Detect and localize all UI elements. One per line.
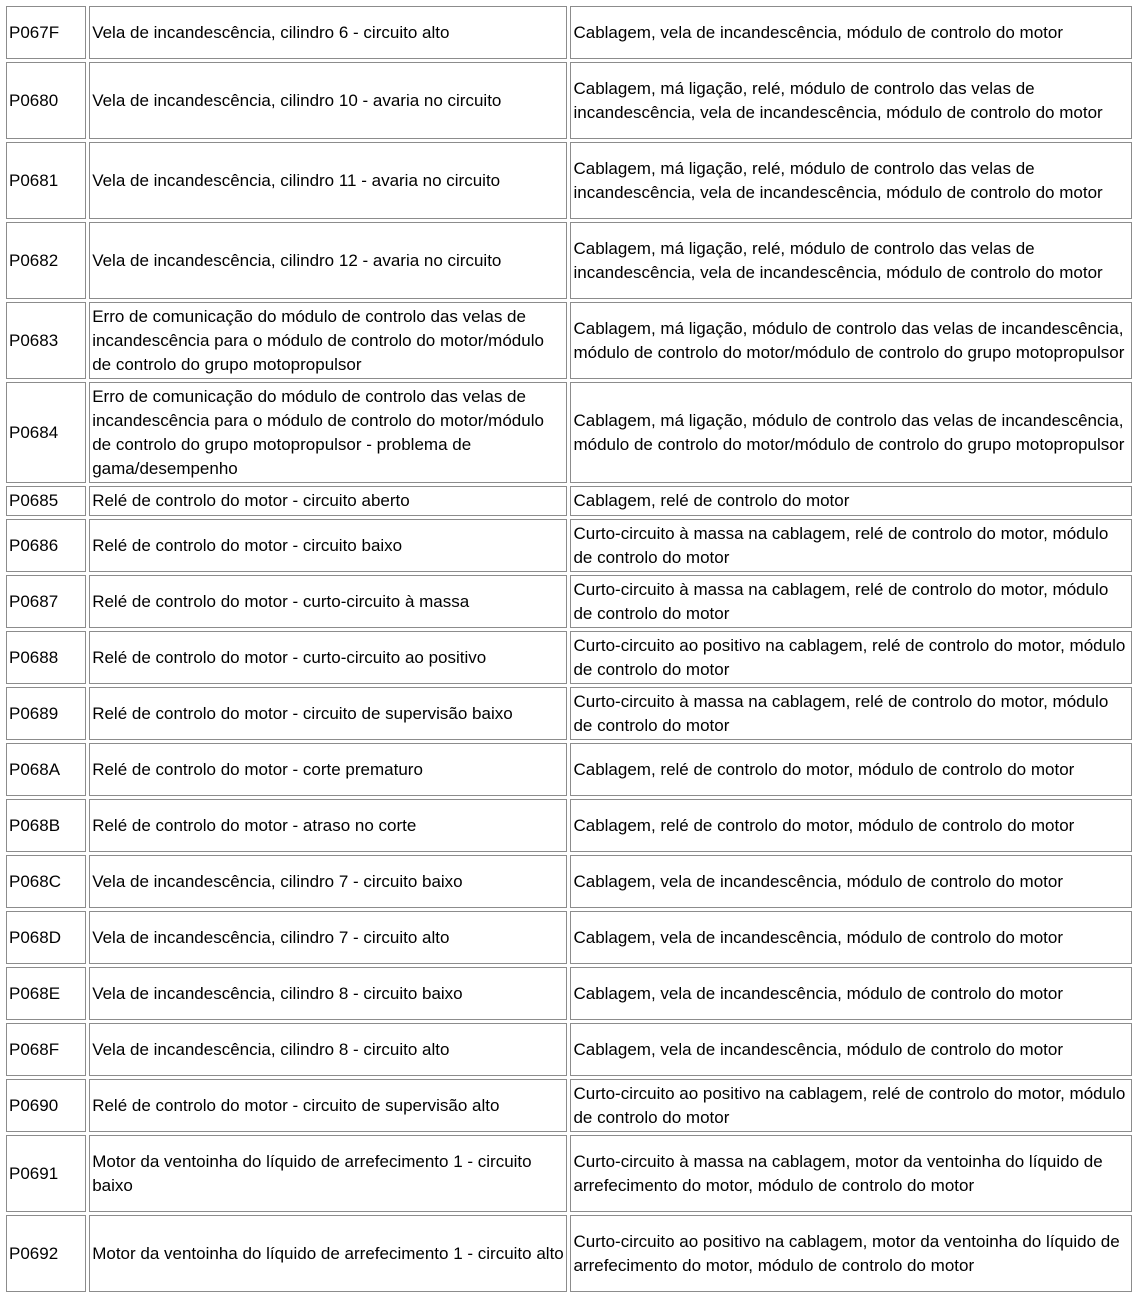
fault-description: Relé de controlo do motor - corte prematuro — [89, 743, 567, 796]
fault-code: P068E — [6, 967, 86, 1020]
fault-description: Motor da ventoinha do líquido de arrefecimento 1 - circuito baixo — [89, 1135, 567, 1212]
fault-code-table — [3, 3, 1135, 1295]
fault-code: P0689 — [6, 687, 86, 740]
fault-code: P068C — [6, 855, 86, 908]
fault-description: Erro de comunicação do módulo de controlo das velas de incandescência para o módulo de controlo do motor/módulo de controlo do grupo motopropulsor - problema de gama/desempenho — [89, 382, 567, 483]
fault-code: P0684 — [6, 382, 86, 483]
fault-code: P0687 — [6, 575, 86, 628]
fault-description: Relé de controlo do motor - curto-circuito ao positivo — [89, 631, 567, 684]
fault-causes: Cablagem, vela de incandescência, módulo de controlo do motor — [570, 911, 1132, 964]
fault-description: Motor da ventoinha do líquido de arrefecimento 1 - circuito alto — [89, 1215, 567, 1292]
fault-causes: Cablagem, má ligação, módulo de controlo das velas de incandescência, módulo de controlo do motor/módulo de controlo do grupo motopropulsor — [570, 302, 1132, 379]
fault-description: Relé de controlo do motor - circuito baixo — [89, 519, 567, 572]
fault-description: Relé de controlo do motor - curto-circuito à massa — [89, 575, 567, 628]
table-row — [6, 575, 1132, 628]
fault-description: Vela de incandescência, cilindro 6 - circuito alto — [89, 6, 567, 59]
fault-code: P0685 — [6, 486, 86, 516]
fault-code: P0690 — [6, 1079, 86, 1132]
fault-causes: Cablagem, relé de controlo do motor — [570, 486, 1132, 516]
fault-description: Vela de incandescência, cilindro 7 - circuito alto — [89, 911, 567, 964]
fault-description: Relé de controlo do motor - circuito de supervisão alto — [89, 1079, 567, 1132]
fault-causes: Cablagem, vela de incandescência, módulo de controlo do motor — [570, 967, 1132, 1020]
fault-code: P067F — [6, 6, 86, 59]
fault-code: P0686 — [6, 519, 86, 572]
table-row — [6, 302, 1132, 379]
fault-causes: Curto-circuito ao positivo na cablagem, motor da ventoinha do líquido de arrefecimento do motor, módulo de controlo do motor — [570, 1215, 1132, 1292]
fault-code: P0691 — [6, 1135, 86, 1212]
fault-causes: Cablagem, má ligação, relé, módulo de controlo das velas de incandescência, vela de incandescência, módulo de controlo do motor — [570, 142, 1132, 219]
fault-code: P068D — [6, 911, 86, 964]
fault-causes: Curto-circuito à massa na cablagem, motor da ventoinha do líquido de arrefecimento do motor, módulo de controlo do motor — [570, 1135, 1132, 1212]
fault-causes: Cablagem, má ligação, relé, módulo de controlo das velas de incandescência, vela de incandescência, módulo de controlo do motor — [570, 62, 1132, 139]
table-row — [6, 142, 1132, 219]
table-row — [6, 1135, 1132, 1212]
fault-description: Vela de incandescência, cilindro 12 - avaria no circuito — [89, 222, 567, 299]
table-row — [6, 486, 1132, 516]
fault-description: Vela de incandescência, cilindro 7 - circuito baixo — [89, 855, 567, 908]
fault-description: Vela de incandescência, cilindro 11 - avaria no circuito — [89, 142, 567, 219]
fault-causes: Curto-circuito à massa na cablagem, relé de controlo do motor, módulo de controlo do motor — [570, 687, 1132, 740]
fault-description: Relé de controlo do motor - circuito de supervisão baixo — [89, 687, 567, 740]
table-row — [6, 1079, 1132, 1132]
fault-description: Relé de controlo do motor - circuito aberto — [89, 486, 567, 516]
table-row — [6, 1215, 1132, 1292]
table-row — [6, 519, 1132, 572]
fault-causes: Cablagem, vela de incandescência, módulo de controlo do motor — [570, 6, 1132, 59]
fault-causes: Curto-circuito à massa na cablagem, relé de controlo do motor, módulo de controlo do motor — [570, 575, 1132, 628]
table-row — [6, 1023, 1132, 1076]
fault-causes: Curto-circuito à massa na cablagem, relé de controlo do motor, módulo de controlo do motor — [570, 519, 1132, 572]
table-row — [6, 6, 1132, 59]
table-row — [6, 855, 1132, 908]
fault-description: Vela de incandescência, cilindro 8 - circuito alto — [89, 1023, 567, 1076]
fault-code: P068F — [6, 1023, 86, 1076]
table-row — [6, 687, 1132, 740]
fault-causes: Curto-circuito ao positivo na cablagem, relé de controlo do motor, módulo de controlo do motor — [570, 1079, 1132, 1132]
table-row — [6, 382, 1132, 483]
fault-causes: Cablagem, vela de incandescência, módulo de controlo do motor — [570, 1023, 1132, 1076]
fault-code: P0688 — [6, 631, 86, 684]
fault-description: Erro de comunicação do módulo de controlo das velas de incandescência para o módulo de controlo do motor/módulo de controlo do grupo motopropulsor — [89, 302, 567, 379]
fault-code: P0692 — [6, 1215, 86, 1292]
fault-causes: Cablagem, relé de controlo do motor, módulo de controlo do motor — [570, 743, 1132, 796]
table-row — [6, 743, 1132, 796]
fault-causes: Cablagem, relé de controlo do motor, módulo de controlo do motor — [570, 799, 1132, 852]
fault-code: P0682 — [6, 222, 86, 299]
fault-description: Relé de controlo do motor - atraso no corte — [89, 799, 567, 852]
table-row — [6, 967, 1132, 1020]
table-row — [6, 631, 1132, 684]
fault-description: Vela de incandescência, cilindro 10 - avaria no circuito — [89, 62, 567, 139]
fault-description: Vela de incandescência, cilindro 8 - circuito baixo — [89, 967, 567, 1020]
fault-code: P068A — [6, 743, 86, 796]
table-row — [6, 222, 1132, 299]
table-row — [6, 62, 1132, 139]
fault-code: P0680 — [6, 62, 86, 139]
fault-code: P068B — [6, 799, 86, 852]
fault-code: P0683 — [6, 302, 86, 379]
fault-causes: Cablagem, má ligação, relé, módulo de controlo das velas de incandescência, vela de incandescência, módulo de controlo do motor — [570, 222, 1132, 299]
table-row — [6, 799, 1132, 852]
fault-causes: Cablagem, vela de incandescência, módulo de controlo do motor — [570, 855, 1132, 908]
fault-causes: Curto-circuito ao positivo na cablagem, relé de controlo do motor, módulo de controlo do motor — [570, 631, 1132, 684]
table-row — [6, 911, 1132, 964]
fault-causes: Cablagem, má ligação, módulo de controlo das velas de incandescência, módulo de controlo do motor/módulo de controlo do grupo motopropulsor — [570, 382, 1132, 483]
fault-code: P0681 — [6, 142, 86, 219]
